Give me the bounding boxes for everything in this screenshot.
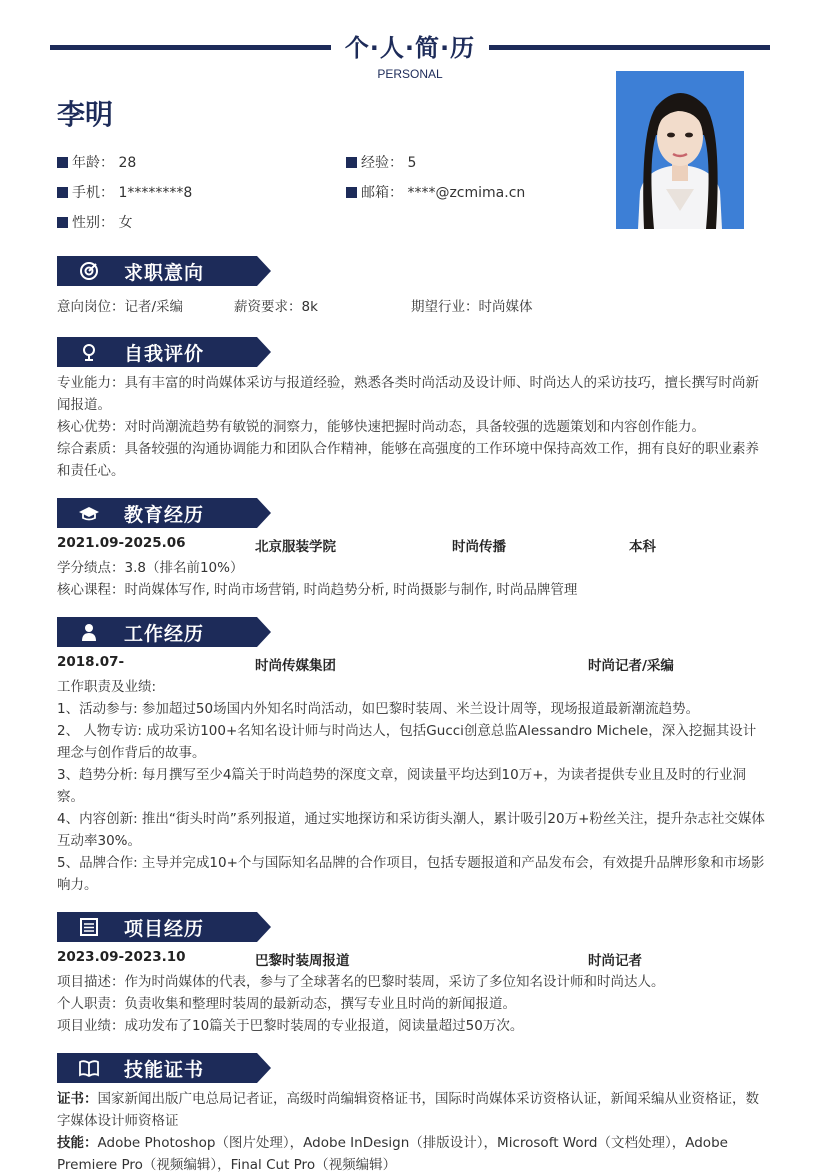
bullet-square [57,187,68,198]
education-degree: 本科 [629,539,656,555]
work-company: 时尚传媒集团 [255,658,336,674]
project-role: 时尚记者 [588,953,642,969]
project-name: 巴黎时装周报道 [255,953,350,969]
work-role: 时尚记者/采编 [588,658,674,674]
experience-value: 5 [407,155,417,171]
work-duty-item: 3、趋势分析: 每月撰写至少4篇关于时尚趋势的深度文章，阅读量平均达到10万+，为读者提供专业且及时的行业洞察。 [57,767,747,805]
candidate-name: 李明 [57,98,114,131]
bullet-square [346,187,357,198]
self-eval-item: 专业能力：具有丰富的时尚媒体采访与报道经验，熟悉各类时尚活动及设计师、时尚达人的采访技巧，擅长撰写时尚新闻报道。 [57,375,759,413]
gender-value: 女 [118,215,133,231]
self-eval-item: 综合素质：具备较强的沟通协调能力和团队合作精神，能够在高强度的工作环境中保持高效工作，拥有良好的职业素养和责任心。 [57,441,759,479]
bullet-square [346,157,357,168]
bullet-square [57,217,68,228]
work-period: 2018.07- [57,654,125,670]
phone-value: 1********8 [118,185,193,201]
project-result: 项目业绩：成功发布了10篇关于巴黎时装周的专业报道，阅读量超过50万次。 [57,1018,524,1034]
work-duty-item: 4、内容创新: 推出“街头时尚”系列报道，通过实地探访和采访街头潮人，累计吸引20万+粉丝关注，提升杂志社交媒体互动率30%。 [57,811,765,849]
cert-label: 证书： [57,1091,98,1107]
self-eval-item: 核心优势：对时尚潮流趋势有敏锐的洞察力，能够快速把握时尚动态，具备较强的选题策划和内容创作能力。 [57,419,705,435]
award-icon [79,342,99,362]
profile-photo [616,71,744,229]
target-icon [79,261,99,281]
book-icon [79,1058,99,1078]
work-duty-item: 2、 人物专访: 成功采访100+名知名设计师与时尚达人，包括Gucci创意总监Alessandro Michele，深入挖掘其设计理念与创作背后的故事。 [57,723,757,761]
skill-label: 技能： [57,1135,98,1151]
education-major: 时尚传播 [452,539,506,555]
skill-items: Adobe Photoshop（图片处理），Adobe InDesign（排版设计），Microsoft Word（文档处理），Adobe Premiere Pro（视频编辑），Final Cut Pro（视频编辑） [57,1135,728,1173]
email-value: ****@zcmima.cn [407,185,526,201]
work-duties-title: 工作职责及业绩: [57,679,157,695]
project-duty: 个人职责：负责收集和整理时装周的最新动态，撰写专业且时尚的新闻报道。 [57,996,516,1012]
experience-info: 经验： 5 [346,152,416,172]
section-title: 教育经历 [124,504,205,526]
section-title: 自我评价 [124,343,205,365]
age-info: 年龄： 28 [57,152,136,172]
resume-subtitle: PERSONAL [377,67,443,81]
gender-info: 性别： 女 [57,212,132,232]
education-period: 2021.09-2025.06 [57,535,186,551]
skills-certificates [57,1088,767,1132]
portrait-illustration [616,71,744,229]
section-title: 求职意向 [124,262,205,284]
cert-list: 国家新闻出版广电总局记者证，高级时尚编辑资格证书，国际时尚媒体采访资格认证，新闻采编从业资格证，数字媒体设计师资格证 [57,1091,759,1129]
person-icon [79,622,99,642]
section-title: 项目经历 [124,918,205,940]
education-school: 北京服装学院 [255,539,336,555]
skills-list [57,1132,767,1176]
list-icon [79,917,99,937]
work-duty-item: 1、活动参与: 参加超过50场国内外知名时尚活动，如巴黎时装周、米兰设计周等，现场报道最新潮流趋势。 [57,701,700,717]
phone-info: 手机： 1********8 [57,182,192,202]
project-period: 2023.09-2023.10 [57,949,186,965]
age-value: 28 [118,155,137,171]
section-title: 工作经历 [124,623,205,645]
job-intent-salary: 薪资要求：8k [234,299,318,315]
section-title: 技能证书 [124,1059,205,1081]
job-intent-industry: 期望行业：时尚媒体 [411,299,533,315]
resume-title: 个·人·简·历 [344,34,476,62]
email-info: 邮箱： ****@zcmima.cn [346,182,525,202]
project-description: 项目描述：作为时尚媒体的代表，参与了全球著名的巴黎时装周，采访了多位知名设计师和时尚达人。 [57,974,665,990]
education-gpa: 学分绩点：3.8（排名前10%） [57,560,244,576]
job-intent-position: 意向岗位：记者/采编 [57,299,184,315]
education-courses: 核心课程：时尚媒体写作, 时尚市场营销, 时尚趋势分析, 时尚摄影与制作, 时尚品牌管理 [57,582,578,598]
bullet-square [57,157,68,168]
work-duty-item: 5、品牌合作: 主导并完成10+个与国际知名品牌的合作项目，包括专题报道和产品发布会，有效提升品牌形象和市场影响力。 [57,855,765,893]
graduation-cap-icon [79,503,99,523]
